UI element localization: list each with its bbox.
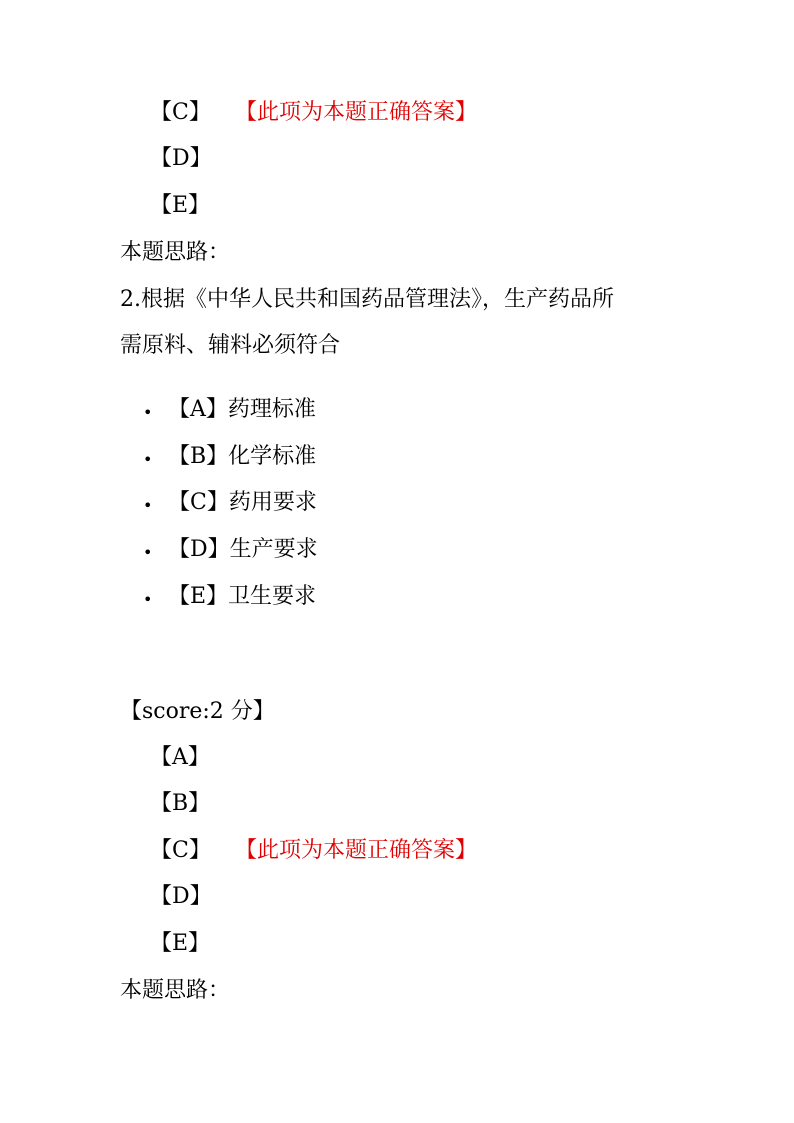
bullet-icon: • (143, 403, 153, 422)
q2-choice-d: 【D】生产要求 (168, 537, 318, 562)
bullet-icon: • (143, 496, 153, 515)
bullet-icon: • (143, 450, 153, 469)
q2-answer-a (150, 743, 210, 773)
option-label: 【E】 (150, 193, 211, 218)
q2-analysis-label: 本题思路： (120, 978, 231, 1003)
q1-analysis-label: 本题思路： (120, 240, 231, 265)
bullet-icon: • (143, 590, 153, 609)
q2-answer-b (150, 789, 210, 819)
q2-answer-c (150, 836, 211, 866)
option-label: 【A】 (150, 745, 210, 770)
q2-choice-c: 【C】药用要求 (168, 490, 317, 515)
option-label: 【C】 (150, 838, 211, 863)
q2-stem-line-1: 2.根据《中华人民共和国药品管理法》，生产药品所 (120, 287, 614, 312)
q2-choice-b: 【B】化学标准 (168, 444, 317, 469)
bullet-icon: • (143, 543, 153, 562)
option-label: 【C】 (150, 100, 211, 125)
q1-option-c (150, 98, 211, 128)
q2-choice-e: 【E】卫生要求 (168, 584, 317, 609)
q2-answer-e (150, 929, 210, 959)
q2-score: 【score:2 分】 (120, 699, 275, 724)
q2-answer-d (150, 882, 212, 912)
option-label: 【E】 (150, 931, 211, 956)
correct-answer-mark: 【此项为本题正确答案】 (235, 100, 478, 125)
option-label: 【D】 (150, 884, 212, 909)
option-label: 【B】 (150, 791, 211, 816)
q1-option-d (150, 144, 212, 174)
q2-stem-line-2: 需原料、辅料必须符合 (120, 333, 341, 358)
q1-option-e (150, 191, 210, 221)
q2-choice-a: 【A】药理标准 (168, 397, 316, 422)
correct-answer-mark: 【此项为本题正确答案】 (235, 838, 478, 863)
option-label: 【D】 (150, 146, 212, 171)
